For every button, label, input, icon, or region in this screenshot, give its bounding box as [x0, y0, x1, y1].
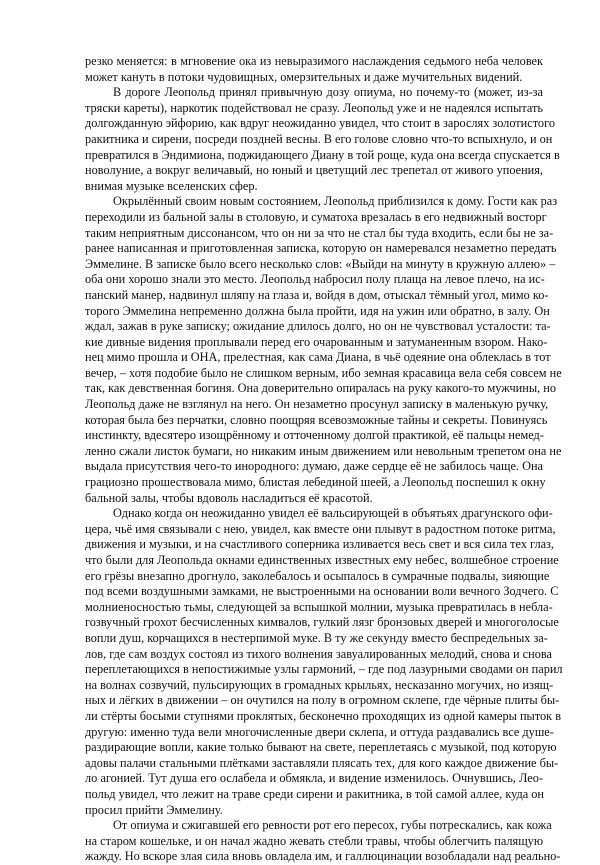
text-line: тряски кареты), наркотик подействовал не сразу. Леопольд уже и не надеялся испытать [85, 100, 543, 115]
text-line: превратился в Эндимиона, поджидающего Диану в той роще, куда она всегда спускается в [85, 147, 560, 162]
text-line: бальной залы, чтобы вдоволь насладиться её красотой. [85, 490, 373, 505]
paragraph [85, 818, 561, 865]
text-line: панский манер, надвинул шляпу на глаза и, войдя в дом, отыскал тёмный угол, мимо ко- [85, 287, 549, 302]
text-line: польд увидел, что лежит на траве среди сирени и ракитника, в той самой аллее, куда он [85, 786, 545, 801]
text-line: адовы палачи стальными плётками заставляли плясать тех, для кого каждое движение бы- [85, 755, 559, 770]
text-line: что были для Леопольда окнами единственных известных ему небес, волшебное строение [85, 553, 559, 567]
text-line: инстинкту, вдесятеро изощрённому и отточенному долгой практикой, её пальцы немед- [85, 428, 544, 443]
text-line: под всеми воздушными замками, не выстроенными на основании воли вечного Зодчего. С [85, 584, 559, 599]
text-line: ждал, зажав в руке записку; ожидание длилось долго, но он не чувствовал усталости: та- [85, 319, 551, 334]
text-line: цера, чьё имя связывали с нею, увидел, как вместе они плывут в радостном потоке ритма, [85, 521, 556, 536]
text-line: его грёзы внезапно дрогнуло, заколебалось и осыпалось в сумрачные подвалы, зияющие [85, 568, 550, 583]
text-line: жажду. Но вскоре злая сила вновь овладела им, и галлюцинации возобладали над реально- [85, 849, 561, 864]
text-line: резко меняется: в мгновение ока из невыразимого наслаждения седьмого неба человек [85, 54, 543, 68]
paragraph [85, 506, 563, 818]
text-line: ных и лёгких в движении – он очутился на полу в огромном склепе, где чёрные плиты бы- [85, 693, 560, 708]
text-line: Эммелине. В записке было всего несколько слов: «Выйди на минуту в кружную аллею» – [85, 256, 556, 271]
document-page [85, 54, 563, 865]
text-line: таким неприятным диссонансом, что он ни за что не стал бы туда входить, если бы не за- [85, 225, 554, 240]
text-line: переходили из бальной залы в столовую, и суматоха врезалась в его недвижный восторг [85, 209, 547, 224]
text-line: торого Эммелина непременно должна была пройти, идя на ужин или обратно, в залу. Он [85, 303, 550, 318]
text-line: нец мимо прошла и ОНА, прелестная, как сама Диана, в чьё одеяние она облеклась в тот [85, 350, 551, 365]
text-line: молниеносностью тьмы, следующей за вспышкой молнии, музыка превратилась в небла- [85, 599, 553, 614]
text-line: ранее написанная и приготовленная записка, которую он намеревался незаметно передать [85, 241, 557, 256]
text-line: кие дивные видения проплывали перед его очарованным и затуманенным взором. Нако- [85, 334, 548, 349]
text-line: переплетающихся в непостижимые узлы гармоний, – где под лазурными сводами он парил [85, 662, 563, 677]
text-line: вечер, – хотя подобие было не слишком верным, ибо земная красавица вела себя совсем не [85, 365, 562, 380]
text-line: новолуние, а вокруг величавый, но юный и цветущий лес трепетал от живого упоения, [85, 163, 543, 178]
text-line: на старом кошельке, и он начал жадно жевать стебли травы, чтобы облегчить палящую [85, 833, 543, 848]
text-line: просил прийти Эммелину. [85, 802, 223, 817]
text-line: вопли душ, корчащихся в нестерпимой муке. В ту же секунду вместо беспредельных за- [85, 630, 548, 645]
text-line: От опиума и сжигавшей его ревности рот его пересох, губы потрескались, как кожа [113, 818, 552, 833]
text-line: раздирающие вопли, какие только бывают на свете, переплетаясь с музыкой, под которую [85, 740, 557, 755]
text-line: Окрылённый своим новым состоянием, Леопольд приблизился к дому. Гости как раз [113, 194, 558, 209]
text-line: В дороге Леопольд принял привычную дозу опиума, но почему-то (может, из-за [113, 85, 543, 100]
text-line: на волнах созвучий, пульсирующих в громадных крыльях, несказанно могучих, но изящ- [85, 677, 554, 692]
text-line: так, как девственная богиня. Она доверительно опиралась на руку какого-то мужчины, но [85, 381, 556, 396]
text-line: внимая музыке вселенских сфер. [85, 178, 258, 193]
text-line: лов, где сам воздух состоял из тихого волнения завуалированных мелодий, снова и снова [85, 646, 552, 661]
text-line: может кануть в потоки чудовищных, омерзительных и даже мучительных видений. [85, 69, 523, 84]
text-line: ло агонией. Тут душа его ослабела и обмякла, и видение изменилось. Очнувшись, Лео- [85, 771, 543, 786]
text-line: ракитника и сирени, посреди поздней весны. В его голове словно что-то вспыхнуло, и он [85, 131, 553, 146]
paragraph [85, 194, 562, 506]
paragraph [85, 85, 560, 194]
text-line: ленно сжали листок бумаги, но никаким иным движением или невольным трепетом она не [85, 443, 562, 458]
text-line: ли стёрты босыми ступнями проклятых, бесконечно проходящих из одной камеры пыток в [85, 708, 562, 723]
text-line: Однако когда он неожиданно увидел её вальсирующей в объятьях драгунского офи- [113, 506, 553, 521]
text-line: гозвучный грохот бесчисленных кимвалов, гулкий лязг бронзовых дверей и многоголосые [85, 615, 559, 630]
text-line: Леопольд даже не взглянул на него. Он незаметно просунул записку в маленькую ручку, [85, 397, 549, 412]
text-line: движения и музыки, и на счастливого соперника изливается весь свет и вся сила тех глаз, [85, 537, 554, 552]
text-line: грациозно прошествовала мимо, блистая лебединой шеей, а Леопольд поспешил к окну [85, 475, 546, 490]
text-line: другую: именно туда вели многочисленные двери склепа, и оттуда раздавались все душе- [85, 724, 554, 739]
text-line: которая была без перчатки, словно поощряя всевозможные тайны и секреты. Повинуясь [85, 412, 548, 427]
text-line: оба они хорошо знали это место. Леопольд набросил полу плаща на левое плечо, на ис- [85, 272, 545, 287]
paragraph [85, 54, 543, 85]
text-line: выдала присутствия чего-то инородного: думаю, даже сердце её не забилось чаще. Она [85, 459, 543, 474]
text-line: долгожданную эйфорию, как вдруг неожиданно увидел, что стоит в зарослях золотистого [85, 116, 555, 131]
